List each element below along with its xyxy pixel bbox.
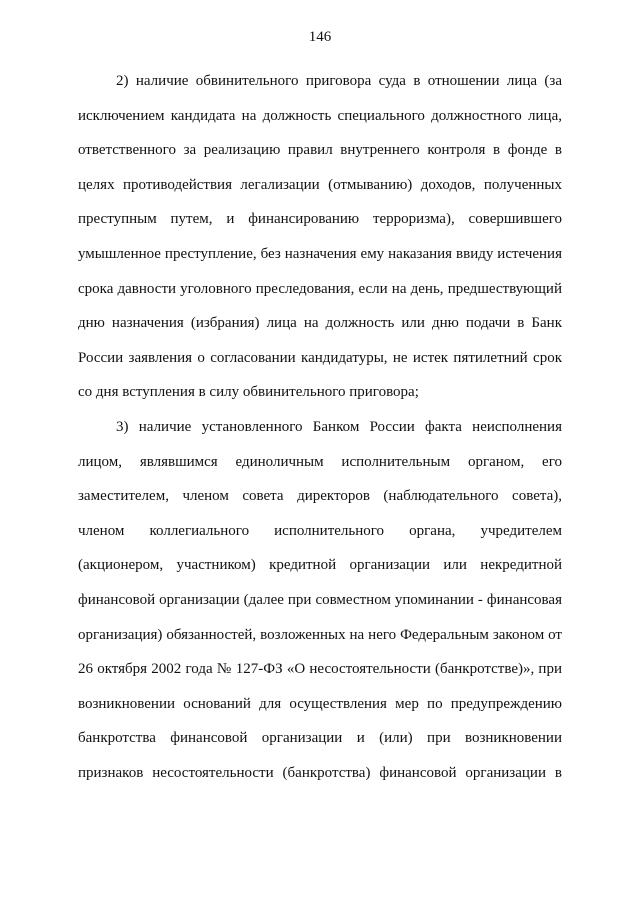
text-line: членом коллегиального исполнительного органа, учредителем: [78, 522, 562, 539]
paragraph-item-2: [78, 64, 562, 410]
paragraph-item-3: [78, 410, 562, 791]
text-line: 26 октября 2002 года № 127-ФЗ «О несостоятельности (банкротстве)», при: [78, 661, 562, 678]
text-line: (акционером, участником) кредитной организации или некредитной: [78, 557, 562, 574]
text-line: исключением кандидата на должность специального должностного лица,: [78, 107, 562, 124]
text-line: организация) обязанностей, возложенных на него Федеральным законом от: [78, 626, 562, 643]
text-line: ответственного за реализацию правил внутреннего контроля в фонде в: [78, 142, 562, 159]
text-line: лицом, являвшимся единоличным исполнительным органом, его: [78, 453, 562, 470]
text-line: заместителем, членом совета директоров (наблюдательного совета),: [78, 488, 562, 505]
text-line: финансовой организации (далее при совместном упоминании - финансовая: [78, 591, 562, 608]
text-line: возникновении оснований для осуществления мер по предупреждению: [78, 695, 562, 712]
text-line: умышленное преступление, без назначения ему наказания ввиду истечения: [78, 245, 562, 262]
page-number: 146: [308, 29, 332, 45]
text-line: 2) наличие обвинительного приговора суда в отношении лица (за: [116, 73, 562, 89]
text-line: признаков несостоятельности (банкротства) финансовой организации в: [78, 764, 562, 781]
text-line: преступным путем, и финансированию терроризма), совершившего: [78, 211, 562, 228]
text-line: банкротства финансовой организации и (или) при возникновении: [78, 730, 562, 747]
text-line: срока давности уголовного преследования, если на день, предшествующий: [78, 280, 562, 297]
text-line: России заявления о согласовании кандидатуры, не истек пятилетний срок: [78, 349, 562, 366]
body-text: [78, 64, 562, 790]
text-line: 3) наличие установленного Банком России факта неисполнения: [116, 418, 562, 435]
text-line: со дня вступления в силу обвинительного приговора;: [78, 384, 419, 401]
text-line: целях противодействия легализации (отмыванию) доходов, полученных: [78, 176, 562, 193]
text-line: дню назначения (избрания) лица на должность или дню подачи в Банк: [78, 315, 562, 332]
